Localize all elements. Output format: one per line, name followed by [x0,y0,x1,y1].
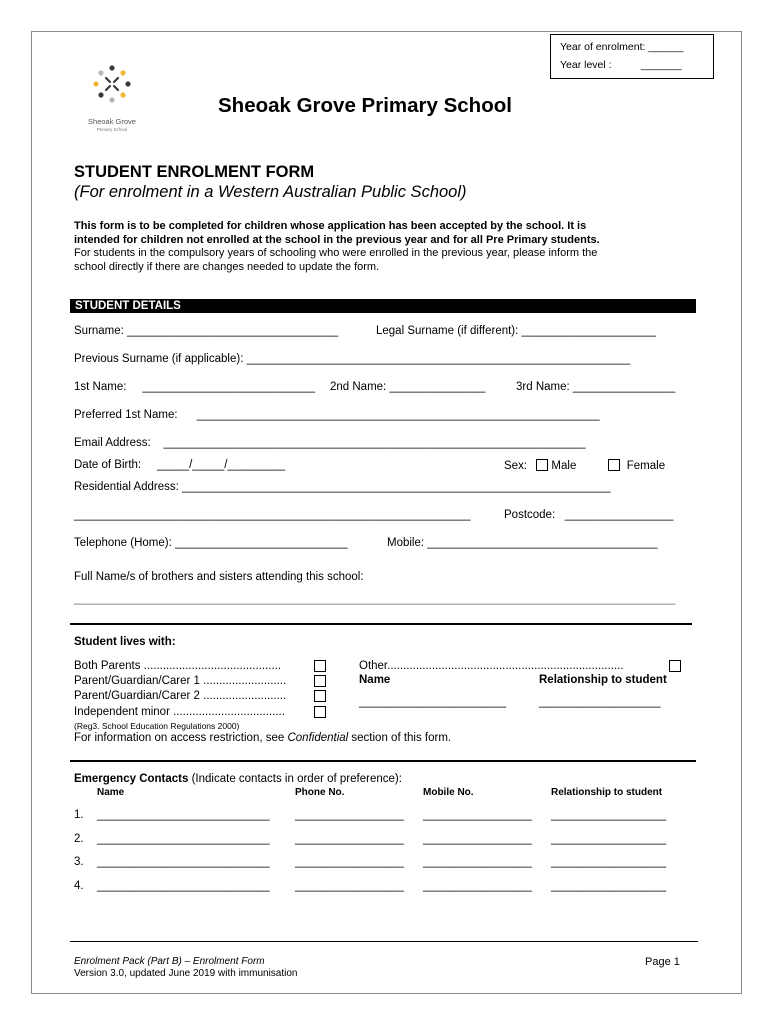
telephone-home-field[interactable]: Telephone (Home): ___________________________ [74,537,348,549]
other-label: Other.......................................................................... [359,660,624,672]
page-number: Page 1 [645,956,680,968]
contact-relationship-field[interactable]: __________________ [551,809,667,821]
contact-mobile-field[interactable]: _________________ [423,880,532,892]
contact-phone-field[interactable]: _________________ [295,880,404,892]
address-line-2-field[interactable]: ______________________________________________________________ [74,509,471,521]
col-name-header: Name [97,787,125,798]
section-divider [70,623,692,625]
surname-field[interactable]: Surname: _________________________________ [74,325,339,337]
section-divider [70,760,696,762]
footer-version: Version 3.0, updated June 2019 with immunisation [74,968,298,979]
contact-phone-field[interactable]: _________________ [295,809,404,821]
mobile-field[interactable]: Mobile: ____________________________________ [387,537,658,549]
contact-row-number: 1. [74,809,84,821]
both-parents-label: Both Parents ........................................... [74,660,282,672]
intro-bold-line-2: intended for children not enrolled at the school in the previous year and for all Pre Primary students. [74,233,600,246]
contact-name-field[interactable]: ___________________________ [97,856,270,868]
footer-divider [70,941,698,942]
other-name-field[interactable]: _______________________ [359,696,507,708]
school-logo [78,62,146,134]
independent-minor-label: Independent minor ................................... [74,706,285,718]
email-field[interactable]: Email Address: __________________________________________________________________ [74,437,586,449]
contact-mobile-field[interactable]: _________________ [423,833,532,845]
contact-mobile-field[interactable]: _________________ [423,809,532,821]
second-name-field[interactable]: 2nd Name: _______________ [330,381,486,393]
previous-surname-field[interactable]: Previous Surname (if applicable): ____________________________________________________________ [74,353,631,365]
residential-address-field[interactable]: Residential Address: ___________________________________________________________________ [74,481,611,493]
female-label: Female [626,460,666,472]
other-relationship-header: Relationship to student [539,674,667,686]
emergency-heading: Emergency Contacts (Indicate contacts in order of preference): [74,773,402,785]
access-restriction-note: For information on access restriction, see Confidential section of this form. [74,732,452,744]
contact-phone-field[interactable]: _________________ [295,856,404,868]
school-name: Sheoak Grove Primary School [218,94,512,117]
contact-relationship-field[interactable]: __________________ [551,880,667,892]
intro-line-4: school directly if there are changes needed to update the form. [74,260,380,273]
both-parents-checkbox[interactable] [314,660,326,672]
student-details-header: STUDENT DETAILS [70,299,696,313]
male-checkbox[interactable] [536,459,548,471]
siblings-label: Full Name/s of brothers and sisters attending this school: [74,571,364,583]
contact-relationship-field[interactable]: __________________ [551,833,667,845]
logo-tagline: Primary School [96,127,128,132]
sex-label: Sex: [504,460,528,472]
regulation-note: (Reg3. School Education Regulations 2000) [74,721,240,731]
form-title: STUDENT ENROLMENT FORM [74,163,315,181]
year-level-field[interactable]: Year level : _______ [560,59,682,71]
contact-row-number: 3. [74,856,84,868]
year-box [550,34,714,79]
col-mobile-header: Mobile No. [423,787,474,798]
lives-with-heading: Student lives with: [74,636,176,648]
intro-bold-line-1: This form is to be completed for children whose application has been accepted by the school. It is [74,220,587,232]
col-phone-header: Phone No. [295,787,345,798]
col-relationship-header: Relationship to student [551,787,663,798]
footer-pack-title: Enrolment Pack (Part B) – Enrolment Form [74,956,265,967]
siblings-field[interactable]: ______________________________________________________________________________________________ [74,593,676,605]
contact-row-number: 4. [74,880,84,892]
other-relationship-field[interactable]: ___________________ [539,696,661,708]
other-name-header: Name [359,674,391,686]
contact-relationship-field[interactable]: __________________ [551,856,667,868]
legal-surname-field[interactable]: Legal Surname (if different): _____________________ [376,325,656,337]
carer-1-checkbox[interactable] [314,675,326,687]
contact-name-field[interactable]: ___________________________ [97,833,270,845]
carer-2-label: Parent/Guardian/Carer 2 .......................... [74,690,287,702]
confidential-text: Confidential [287,732,349,744]
contact-name-field[interactable]: ___________________________ [97,809,270,821]
contact-name-field[interactable]: ___________________________ [97,880,270,892]
sex-group [504,459,665,472]
year-of-enrolment-field[interactable]: Year of enrolment: ______ [560,41,684,53]
intro-line-3: For students in the compulsory years of schooling who were enrolled in the previous year, please inform the [74,247,598,259]
female-checkbox[interactable] [608,459,620,471]
date-of-birth-field[interactable]: Date of Birth: _____/_____/_________ [74,459,285,471]
first-name-field[interactable]: 1st Name: ___________________________ [74,381,316,393]
carer-1-label: Parent/Guardian/Carer 1 .......................... [74,675,287,687]
logo-name: Sheoak Grove [88,117,136,126]
logo-icon [78,62,146,134]
contact-mobile-field[interactable]: _________________ [423,856,532,868]
form-subtitle: (For enrolment in a Western Australian Public School) [74,183,467,201]
male-label: Male [551,460,577,472]
postcode-field[interactable]: Postcode: _________________ [504,509,674,521]
independent-minor-checkbox[interactable] [314,706,326,718]
preferred-name-field[interactable]: Preferred 1st Name: _______________________________________________________________ [74,409,600,421]
carer-2-checkbox[interactable] [314,690,326,702]
contact-row-number: 2. [74,833,84,845]
third-name-field[interactable]: 3rd Name: ________________ [516,381,676,393]
other-checkbox[interactable] [669,660,681,672]
contact-phone-field[interactable]: _________________ [295,833,404,845]
intro-text [74,220,694,274]
